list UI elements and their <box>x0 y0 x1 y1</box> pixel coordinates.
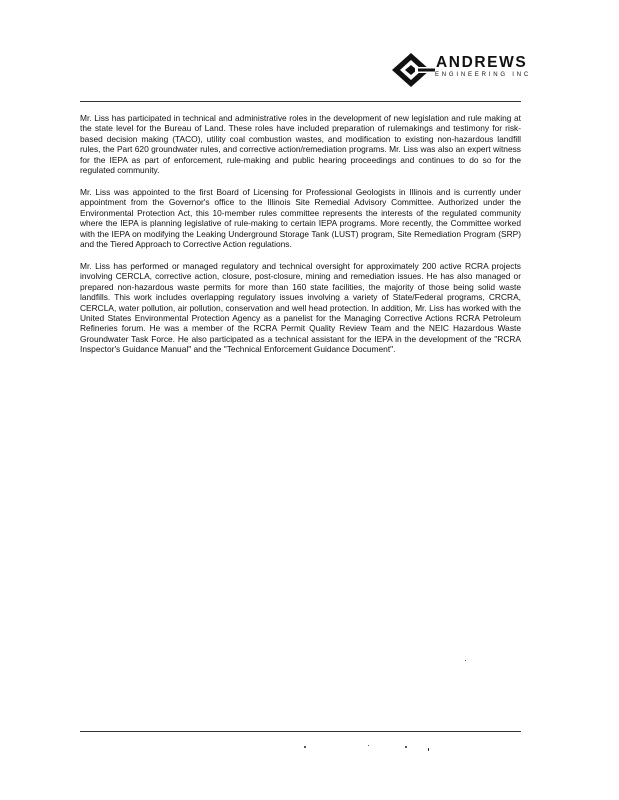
paragraph: Mr. Liss was appointed to the first Board of Licensing for Professional Geologists in Illinois and is currently under appointment from the Governor's office to the Illinois Site Remedial Advisory Committee. Authorized under the Environmental Protection Act, this 10-member rules committee represents the interests of the regulated community where the IEPA is planning legislative of rule-making to certain IEPA programs. More recently, the Committee worked with the IEPA on modifying the Leaking Underground Storage Tank (LUST) program, Site Remediation Program (SRP) and the Tiered Approach to Corrective Action regulations. <box>80 186 521 249</box>
scan-speck <box>465 660 466 661</box>
scan-speck <box>428 748 429 751</box>
company-name: ANDREWS <box>436 54 528 71</box>
diamond-logo-icon <box>391 52 435 88</box>
paragraph: Mr. Liss has participated in technical and administrative roles in the development of new legislation and rule making at the state level for the Bureau of Land. These roles have included preparation of rulemakings and testimony for risk-based decision making (TACO), utility coal combustion wastes, and modification to existing non-hazardous landfill rules, the Part 620 groundwater rules, and corrective action/remediation programs. Mr. Liss was also an expert witness for the IEPA as part of enforcement, rule-making and public hearing proceedings and continues to do so for the regulated community. <box>80 113 521 176</box>
scan-speck <box>405 746 407 748</box>
scan-speck <box>304 746 306 748</box>
company-subtitle: ENGINEERING INC <box>435 72 532 78</box>
header-divider <box>80 101 521 102</box>
company-logo <box>391 52 532 88</box>
footer-divider <box>80 731 521 732</box>
paragraph: Mr. Liss has performed or managed regulatory and technical oversight for approximately 200 active RCRA projects involving CERCLA, corrective action, closure, post-closure, mining and remediation issues. He has also managed or prepared non-hazardous waste permits for more than 160 state facilities, the majority of those being solid waste landfills. This work includes overlapping regulatory issues involving a variety of State/Federal programs, CRCRA, CERCLA, water pollution, air pollution, conservation and well head protection. In addition, Mr. Liss has worked with the United States Environmental Protection Agency as a panelist for the Managing Corrective Actions RCRA Petroleum Refineries forum. He was a member of the RCRA Permit Quality Review Team and the NEIC Hazardous Waste Groundwater Task Force. He also participated as a technical assistant for the IEPA in the development of the "RCRA Inspector's Guidance Manual" and the "Technical Enforcement Guidance Document". <box>80 260 521 355</box>
body-text <box>80 113 521 366</box>
scan-speck <box>368 745 369 746</box>
